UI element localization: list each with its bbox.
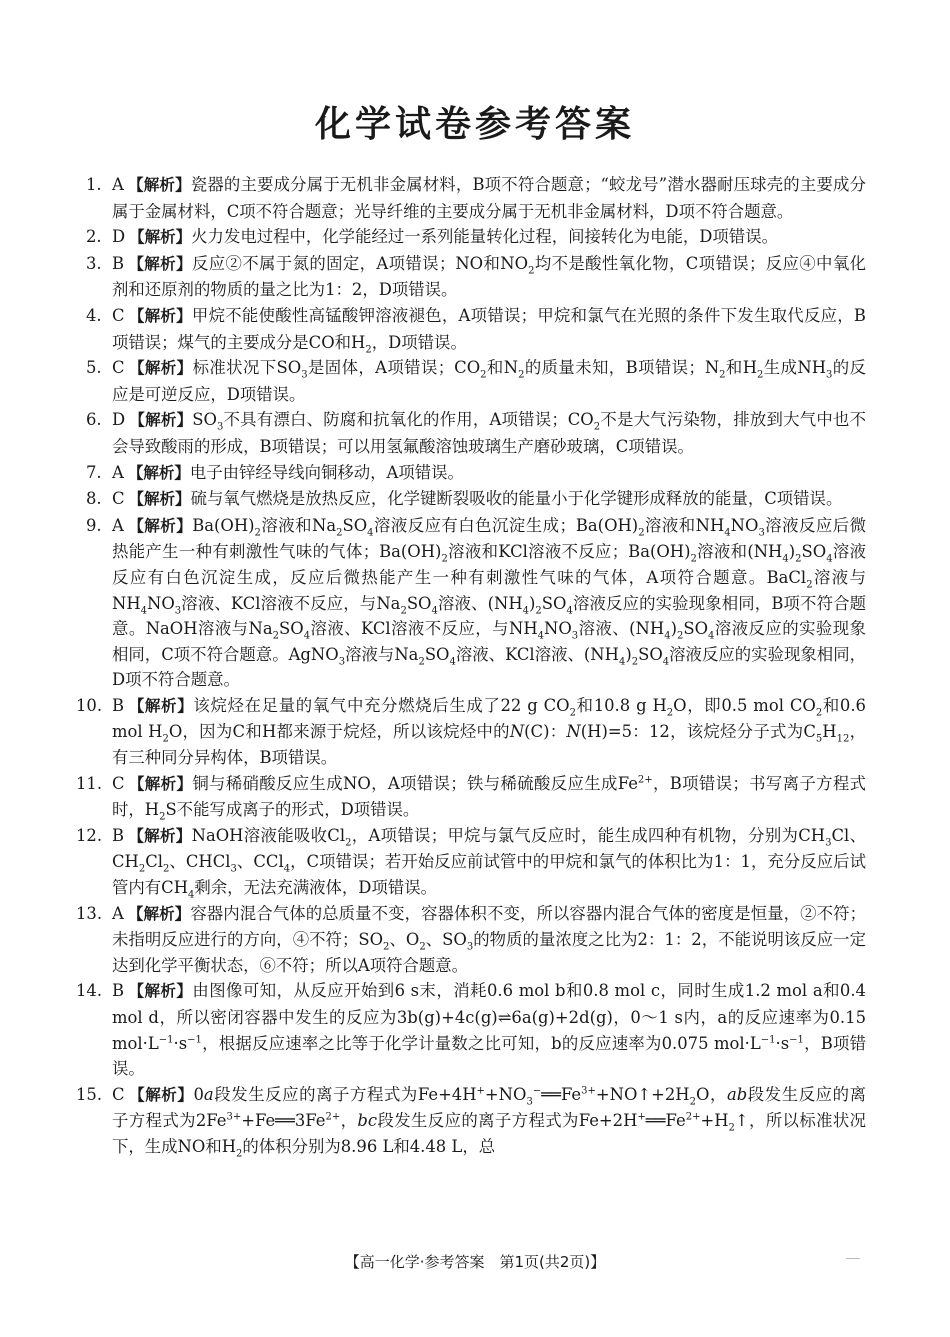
analysis-tag: 【解析】 — [127, 176, 191, 194]
analysis-body: 硫与氧气燃烧是放热反应，化学键断裂吸收的能量小于化学键形成释放的能量，C项错误。 — [190, 489, 843, 509]
analysis-body: 反应②不属于氮的固定，A项错误；NO和$NO_2$均不是酸性氧化物，C项错误；反应④中氧化剂和还原剂的物质的量之比为1：2，D项错误。 — [112, 253, 866, 300]
answer-choice: B — [112, 825, 125, 845]
analysis-tag: 【解析】 — [128, 774, 193, 793]
answer-item — [76, 901, 867, 979]
answer-item — [76, 1082, 867, 1160]
answer-text — [112, 978, 866, 1081]
answer-text — [112, 172, 866, 224]
answer-text — [112, 486, 866, 513]
answer-item — [86, 513, 866, 693]
analysis-tag: 【解析】 — [128, 490, 191, 509]
answer-item — [76, 823, 866, 901]
analysis-body: 标准状况下$SO_3$是固体，A项错误；$CO_2$和$N_2$的质量未知，B项错误；$N_2$和$H_2$生成$NH_3$的反应是可逆反应，D项错误。 — [112, 358, 866, 404]
answer-choice: D — [112, 410, 126, 430]
answer-choice: D — [112, 227, 126, 247]
question-number: 7. — [86, 462, 102, 482]
analysis-tag: 【解析】 — [128, 696, 194, 715]
question-number: 1. — [86, 175, 102, 194]
question-number: 3. — [86, 253, 102, 273]
answer-text — [112, 251, 866, 303]
question-number: 2. — [86, 227, 102, 247]
analysis-tag: 【解析】 — [128, 306, 192, 325]
analysis-tag: 【解析】 — [127, 904, 191, 923]
question-number: 6. — [86, 410, 102, 430]
answer-choice: B — [112, 253, 125, 273]
analysis-body: 该烷烃在足量的氧气中充分燃烧后生成了22 g $CO_2$和10.8 g $H_2O$，即0.5 mol $CO_2$和0.6 mol $H_2O$，因为C和H都来源于烷烃，所以该烷烃中的N(C)：N(H)=5：12，该烷烃分子式为$C_5H_{12}$，有三种同分异构体，B项错误。 — [112, 695, 866, 768]
analysis-tag: 【解析】 — [128, 826, 192, 845]
question-number: 12. — [76, 825, 103, 845]
answer-item — [86, 172, 866, 224]
answer-item — [86, 407, 866, 459]
analysis-body: 瓷器的主要成分属于无机非金属材料，B项不符合题意；“蛟龙号”潜水器耐压球壳的主要成分属于金属材料，C项不符合题意；光导纤维的主要成分属于无机非金属材料，D项不符合题意。 — [112, 175, 866, 221]
question-number: 5. — [86, 358, 102, 378]
answer-item — [76, 978, 867, 1081]
page-footer: 【高一化学·参考答案 第1页(共2页)】 — [344, 1253, 606, 1271]
answer-text — [112, 303, 866, 355]
question-number: 15. — [76, 1084, 103, 1104]
analysis-body: 0a段发生反应的离子方程式为$Fe+4H^++NO_3^-══Fe^{3+}+NO↑+2H_2O$，ab段发生反应的离子方程式为$2Fe^{3+}+Fe══3Fe^{2+}$，bc段发生反应的离子方程式为$Fe+2H^+══Fe^{2+}+H_2↑$，所以标准状况下，生成NO和$H_2$的体积分别为8.96 L和4.48 L，总 — [112, 1084, 867, 1160]
decorative-dash — [846, 1258, 860, 1259]
analysis-tag: 【解析】 — [127, 516, 193, 535]
answer-item — [86, 355, 866, 407]
question-number: 4. — [86, 305, 102, 325]
analysis-body: 铜与稀硝酸反应生成NO，A项错误；铁与稀硫酸反应生成$Fe^{2+}$，B项错误；书写离子方程式时，$H_2S$不能写成离子的形式，D项错误。 — [112, 773, 866, 823]
analysis-tag: 【解析】 — [128, 982, 193, 1001]
question-number: 13. — [76, 903, 103, 923]
answer-text — [112, 693, 866, 771]
answer-item — [76, 693, 866, 771]
answer-item — [86, 251, 866, 303]
analysis-body: $Ba(OH)_2$溶液和$Na_2SO_4$溶液反应有白色沉淀生成；$Ba(OH)_2$溶液和$NH_4NO_3$溶液反应后微热能产生一种有刺激性气味的气体；$Ba(OH)_2$溶液和KCl溶液不反应；$Ba(OH)_2$溶液和$(NH_4)_2SO_4$溶液反应有白色沉淀生成，反应后微热能产生一种有刺激性气味的气体，A项符合题意。BaCl$_2$溶液与$NH_4NO_3$溶液、KCl溶液不反应，与$Na_2SO_4$溶液、$(NH_4)_2SO_4$溶液反应的实验现象相同，B项不符合题意。NaOH溶液与$Na_2SO_4$溶液、KCl溶液不反应，与$NH_4NO_3$溶液、$(NH_4)_2SO_4$溶液反应的实验现象相同，C项不符合题意。AgNO$_3$溶液与$Na_2SO_4$溶液、KCl溶液、$(NH_4)_2SO_4$溶液反应的实验现象相同，D项不符合题意。 — [112, 515, 867, 690]
answer-choice: C — [112, 773, 125, 793]
answer-text — [112, 513, 866, 693]
page-title: 化学试卷参考答案 — [314, 104, 635, 145]
analysis-body: NaOH溶液能吸收$Cl_2$，A项错误；甲烷与氯气反应时，能生成四种有机物，分别为$CH_3Cl$、$CH_2Cl_2$、CHCl$_3$、CCl$_4$，C项错误；若开始反应前试管中的甲烷和氯气的体积比为1：1，充分反应后试管内有$CH_4$剩余，无法充满液体，D项错误。 — [112, 825, 866, 901]
answer-choice: C — [112, 1084, 125, 1104]
answer-text — [112, 901, 866, 979]
analysis-body: 火力发电过程中，化学能经过一系列能量转化过程，间接转化为电能，D项错误。 — [191, 227, 778, 247]
analysis-tag: 【解析】 — [129, 228, 192, 247]
analysis-tag: 【解析】 — [128, 1085, 194, 1104]
analysis-body: 由图像可知，从反应开始到6 s末，消耗0.6 mol b和0.8 mol c，同时生成1.2 mol a和0.4 mol d，所以密闭容器中发生的反应为3b(g)+4c(g)⇌6a(g)+2d(g)，0～1 s内，a的反应速率为0.15 $mol\cdot L^{-1}\cdot s^{-1}$，根据反应速率之比等于化学计量数之比可知，b的反应速率为0.075 $mol\cdot L^{-1}\cdot s^{-1}$，B项错误。 — [112, 981, 867, 1079]
answer-choice: A — [112, 515, 124, 535]
answer-text — [112, 1082, 866, 1160]
analysis-tag: 【解析】 — [127, 463, 190, 482]
answer-list — [76, 172, 867, 1160]
answer-text — [112, 355, 866, 407]
answer-choice: C — [112, 358, 125, 378]
question-number: 8. — [86, 489, 102, 509]
answer-item — [76, 771, 866, 823]
answer-choice: A — [112, 462, 124, 482]
question-number: 14. — [76, 981, 103, 1001]
analysis-body: $SO_3$不具有漂白、防腐和抗氧化的作用，A项错误；$CO_2$不是大气污染物，排放到大气中也不会导致酸雨的形成，B项错误；可以用氢氟酸溶蚀玻璃生产磨砂玻璃，C项错误。 — [112, 410, 866, 456]
question-number: 11. — [76, 773, 103, 793]
answer-item — [86, 224, 866, 251]
analysis-tag: 【解析】 — [128, 359, 193, 378]
answer-choice: A — [112, 903, 124, 923]
answer-item — [86, 460, 866, 487]
analysis-tag: 【解析】 — [129, 411, 193, 430]
analysis-body: 甲烷不能使酸性高锰酸钾溶液褪色，A项错误；甲烷和氯气在光照的条件下发生取代反应，B项错误；煤气的主要成分是CO和$H_2$，D项错误。 — [112, 305, 866, 355]
answer-choice: B — [112, 695, 125, 715]
answer-text — [112, 224, 866, 251]
analysis-body: 电子由锌经导线向铜移动，A项错误。 — [189, 462, 464, 482]
answer-choice: C — [112, 305, 125, 325]
answer-text — [112, 771, 866, 823]
analysis-tag: 【解析】 — [128, 254, 192, 273]
answer-text — [112, 407, 866, 459]
answer-item — [86, 303, 866, 355]
answer-choice: B — [112, 981, 125, 1001]
question-number: 10. — [76, 695, 103, 715]
answer-choice: A — [112, 175, 124, 194]
question-number: 9. — [86, 515, 102, 535]
answer-choice: C — [112, 489, 125, 509]
answer-text — [112, 823, 866, 901]
answer-item — [86, 486, 866, 513]
answer-text — [112, 460, 866, 487]
analysis-body: 容器内混合气体的总质量不变，容器体积不变，所以容器内混合气体的密度是恒量，②不符；未指明反应进行的方向，④不符；$SO_2$、$O_2$、$SO_3$的物质的量浓度之比为2：1：2，不能说明该反应一定达到化学平衡状态，⑥不符；所以A项符合题意。 — [112, 903, 867, 975]
